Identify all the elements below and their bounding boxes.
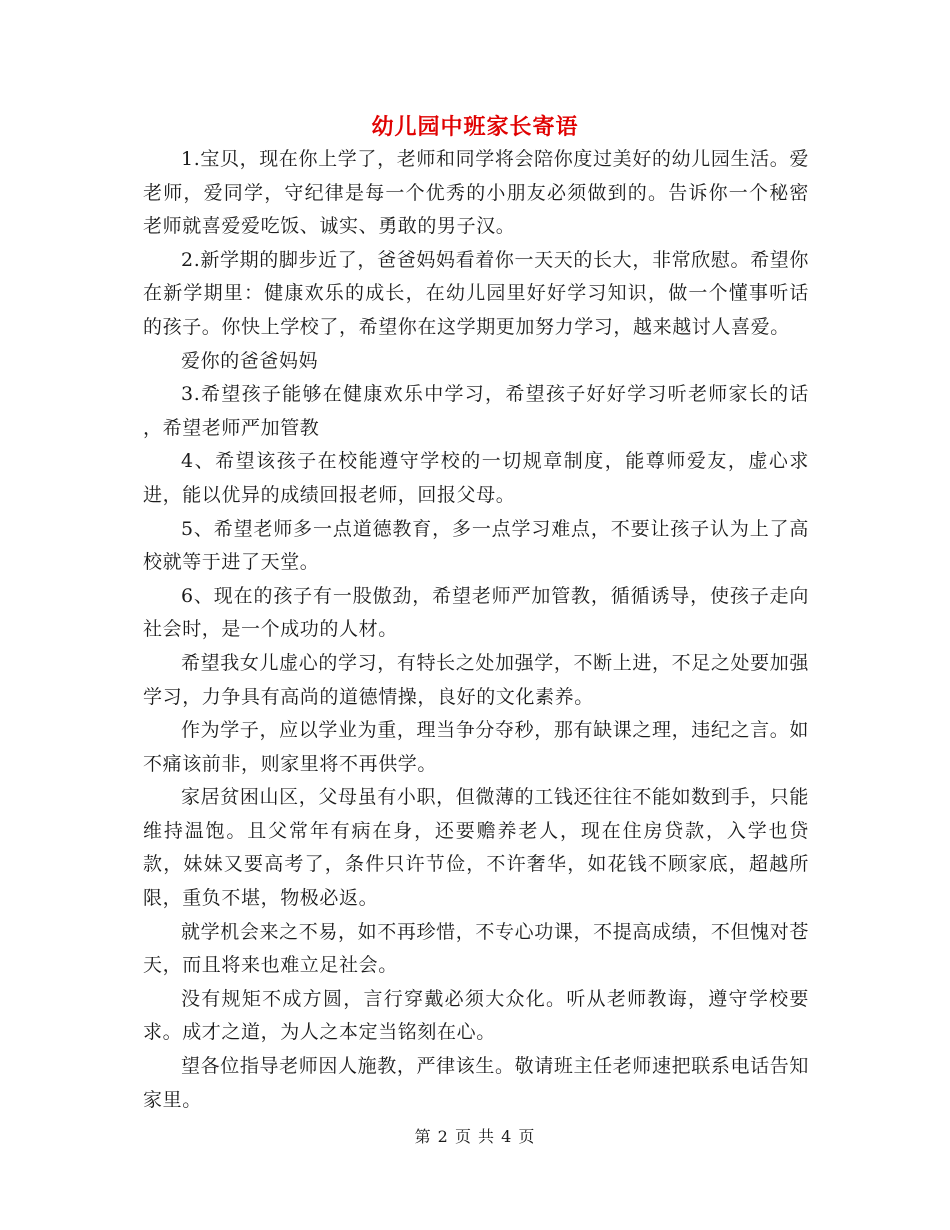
paragraph: 4、希望该孩子在校能遵守学校的一切规章制度，能尊师爱友，虚心求进，能以优异的成绩回报老师，回报父母。 bbox=[143, 450, 809, 506]
paragraph: 望各位指导老师因人施教，严律该生。敬请班主任老师速把联系电话告知家里。 bbox=[143, 1055, 809, 1111]
document-body bbox=[143, 143, 809, 1117]
paragraph: 3.希望孩子能够在健康欢乐中学习，希望孩子好好学习听老师家长的话 ，希望老师严加管教 bbox=[143, 383, 809, 439]
paragraph: 作为学子，应以学业为重，理当争分夺秒，那有缺课之理，违纪之言。如不痛该前非，则家里将不再供学。 bbox=[143, 719, 809, 775]
paragraph: 希望我女儿虚心的学习，有特长之处加强学，不断上进，不足之处要加强学习，力争具有高尚的道德情操，良好的文化素养。 bbox=[143, 651, 809, 708]
paragraph: 5、希望老师多一点道德教育，多一点学习难点，不要让孩子认为上了高校就等于进了天堂。 bbox=[143, 517, 809, 574]
paragraph: 没有规矩不成方圆，言行穿戴必须大众化。听从老师教诲，遵守学校要求。成才之道，为人之本定当铭刻在心。 bbox=[143, 987, 809, 1044]
paragraph: 2.新学期的脚步近了，爸爸妈妈看着你一天天的长大，非常欣慰。希望你在新学期里：健康欢乐的成长，在幼儿园里好好学习知识，做一个懂事听话的孩子。你快上学校了，希望你在这学期更加努力学习，越来越讨人喜爱。 bbox=[143, 248, 809, 338]
paragraph-signature: 爱你的爸爸妈妈 bbox=[181, 349, 319, 372]
paragraph: 就学机会来之不易，如不再珍惜，不专心功课，不提高成绩，不但愧对苍天，而且将来也难立足社会。 bbox=[143, 920, 809, 977]
document-title: 幼儿园中班家长寄语 bbox=[371, 114, 579, 140]
paragraph: 1.宝贝，现在你上学了，老师和同学将会陪你度过美好的幼儿园生活。爱老师，爱同学，守纪律是每一个优秀的小朋友必须做到的。告诉你一个秘密老师就喜爱爱吃饭、诚实、勇敢的男子汉。 bbox=[143, 148, 809, 238]
paragraph: 家居贫困山区，父母虽有小职，但微薄的工钱还往往不能如数到手，只能维持温饱。且父常年有病在身，还要赡养老人，现在住房贷款，入学也贷款，妹妹又要高考了，条件只许节俭，不许奢华，如花钱不顾家底，超越所限，重负不堪，物极必返。 bbox=[143, 786, 809, 910]
paragraph: 6、现在的孩子有一股傲劲，希望老师严加管教，循循诱导，使孩子走向社会时，是一个成功的人材。 bbox=[143, 584, 809, 641]
page-number-footer: 第 2 页 共 4 页 bbox=[414, 1127, 536, 1146]
